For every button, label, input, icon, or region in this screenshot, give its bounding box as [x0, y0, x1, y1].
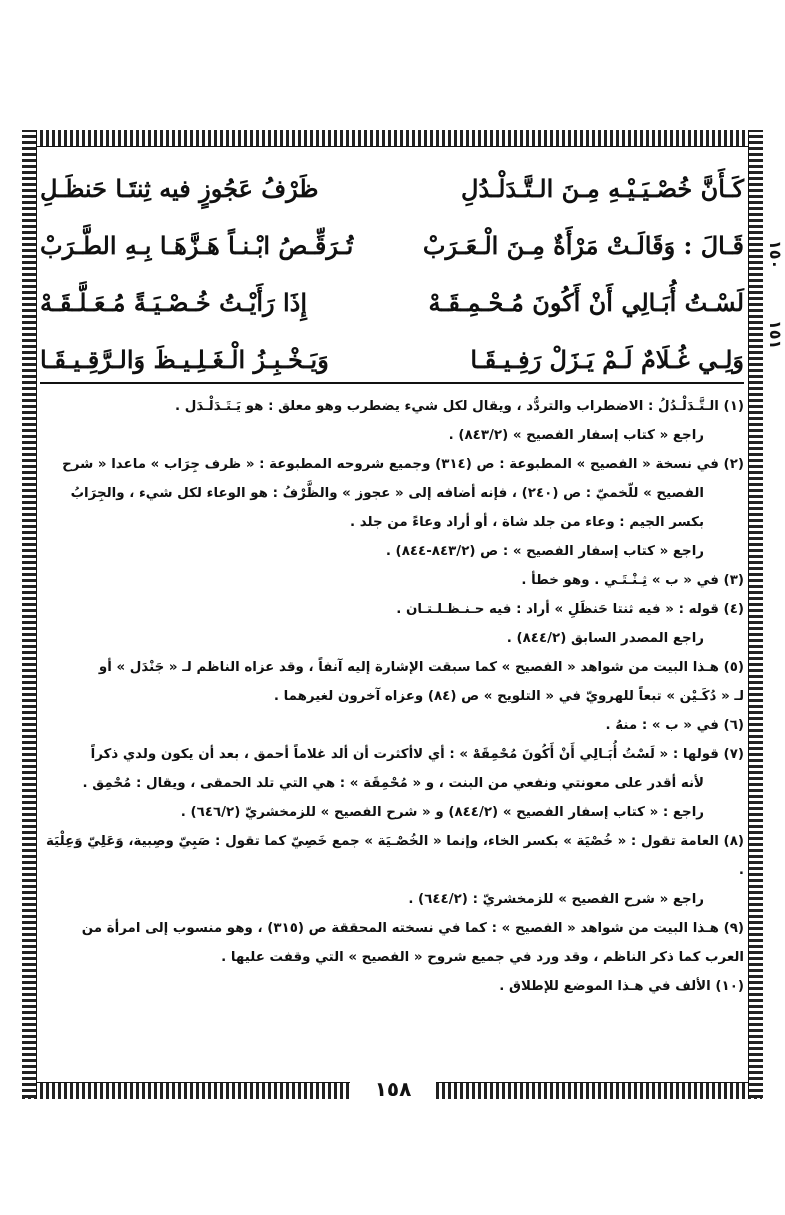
- footnote-line: الفصيح » للّخميّ : ص (٢٤٠) ، فإنه أضافه إلى « عجوز » والظَّرْفُ : هو الوعاء لكل شيء ، والجِرَابُ: [70, 486, 704, 501]
- footnote: [40, 972, 744, 1001]
- poem-verses: [40, 148, 744, 376]
- footnote-line: (١٠) الألف في هـذا الموضع للإطلاق .: [499, 979, 744, 994]
- verse-second-hemistich: وَيَـخْـبِـزُ الْـغَـلِـيـظَ وَالـرَّقِـيـقَـا: [40, 345, 329, 374]
- verse-second-hemistich: ظَرْفُ عَجُوزٍ فيه ثِنتَـا حَنظَـلِ: [40, 174, 319, 203]
- ornament-border-right: [748, 130, 763, 1098]
- verse-first-hemistich: قَـالَ : وَقَالَـتْ مَرْأَةٌ مِـنَ الْـعَـرَبْ: [422, 231, 744, 260]
- verse: [40, 319, 744, 376]
- footnote-divider: [40, 382, 744, 384]
- ornament-border-top: [22, 130, 762, 147]
- footnote-line: لـ « دُكَـيْن » تبعاً للهرويّ في « التلويح » ص (٨٤) وعزاه آخرون لغيرهما .: [273, 689, 744, 704]
- footnote-line: راجع « كتاب إسفار الفصيح » : ص (٨٤٣/٢-٨٤٤) .: [385, 544, 704, 559]
- footnote-line: (٦) في « ب » : منهُ .: [605, 718, 744, 733]
- footnote-line: (١) الـتَّـدَلْـدُلُ : الاضطراب والتردُّد ، ويقال لكل شيء يضطرب وهو معلق : هو يَـتَـدَلْـدَل .: [174, 399, 744, 414]
- verse-second-hemistich: تُـرَقِّـصُ ابْـنـاً هَـزَّهَـا بِـهِ الطَّـرَبْ: [40, 231, 354, 260]
- footnote: [40, 392, 744, 450]
- footnote-line: (٩) هـذا البيت من شواهد « الفصيح » : كما في نسخته المحققة ص (٣١٥) ، وهو منسوب إلى امرأة من: [81, 921, 744, 936]
- footnotes: [40, 392, 744, 1001]
- ornament-border-left: [22, 130, 37, 1098]
- verse: [40, 148, 744, 205]
- footnote-line: راجع « شرح الفصيح » للزمخشريّ : (٦٤٤/٢) .: [408, 892, 704, 907]
- footnote-line: راجع : « كتاب إسفار الفصيح » (٨٤٤/٢) و « شرح الفصيح » للزمخشريّ (٦٤٦/٢) .: [180, 805, 704, 820]
- footnote-line: (٨) العامة تقول : « خُصْيَة » بكسر الخاء، وإنما « الخُصْـيَة » جمع خَصِيّ كما تقول : صَبِيّ وصِبية، وَعَلِيّ وَعِلْيَة .: [46, 834, 744, 878]
- verse-first-hemistich: وَلِـي غُـلَامٌ لَـمْ يَـزَلْ رَفِـيـقَـا: [470, 345, 744, 374]
- footnote-line: راجع المصدر السابق (٨٤٤/٢) .: [506, 631, 704, 646]
- verse-first-hemistich: كَـأَنَّ خُصْـيَـيْـهِ مِـنَ الـتَّـدَلْـدُلِ: [461, 174, 744, 203]
- page-number: ١٥٨: [350, 1078, 436, 1100]
- verse: [40, 205, 744, 262]
- footnote-line: (٥) هـذا البيت من شواهد « الفصيح » كما سبقت الإشارة إليه آنفاً ، وقد عزاه الناظم لـ « جَنْدَل » أو: [98, 660, 744, 675]
- footnote: [40, 711, 744, 740]
- footnote: [40, 653, 744, 711]
- footnote: [40, 914, 744, 972]
- page-content: [40, 148, 744, 1078]
- footnote-line: العرب كما ذكر الناظم ، وقد ورد في جميع شروح « الفصيح » التي وقفت عليها .: [221, 950, 744, 965]
- footnote-line: (٢) في نسخة « الفصيح » المطبوعة : ص (٣١٤) وجميع شروحه المطبوعة : « ظرف جِرَاب » ماعدا « شرح: [62, 457, 744, 472]
- footnote-line: (٧) قولها : « لَسْتُ أُبَـالِي أَنْ أَكُونَ مُحْمِقَهْ » : أي لاأكثرت أن ألد غلاماً أحمق ، بعد أن يكون ولدي ذكراً: [90, 747, 744, 762]
- footnote-line: لأنه أقدر على معونتي ونفعي من البنت ، و « مُحْمِقَة » : هي التي تلد الحمقى ، ويقال : مُحْمِق .: [82, 776, 704, 791]
- margin-verse-number: ١٥١: [766, 320, 785, 350]
- verse-second-hemistich: إِذَا رَأَيْـتُ خُـصْـيَـةً مُـعَـلَّـقَـهْ: [40, 288, 307, 317]
- footnote-line: راجع « كتاب إسفار الفصيح » (٨٤٣/٢) .: [448, 428, 704, 443]
- footnote-line: بكسر الجيم : وعاء من جلد شاة ، أو أراد وعاءً من جلد .: [350, 515, 704, 530]
- footnote-line: (٤) قوله : « فيه ثنتا حَنظَلِ » أراد : فيه حـنـظـلـتـان .: [396, 602, 744, 617]
- footnote: [40, 595, 744, 653]
- footnote-line: (٣) في « ب » ثِـنْـتَـي . وهو خطأ .: [521, 573, 744, 588]
- verse-first-hemistich: لَسْـتُ أُبَـالِي أَنْ أَكُونَ مُـحْـمِـقَـهْ: [428, 288, 744, 317]
- footnote: [40, 566, 744, 595]
- footnote: [40, 740, 744, 827]
- footnote: [40, 827, 744, 914]
- footnote: [40, 450, 744, 566]
- margin-verse-number: ١٥٠: [766, 240, 785, 270]
- verse: [40, 262, 744, 319]
